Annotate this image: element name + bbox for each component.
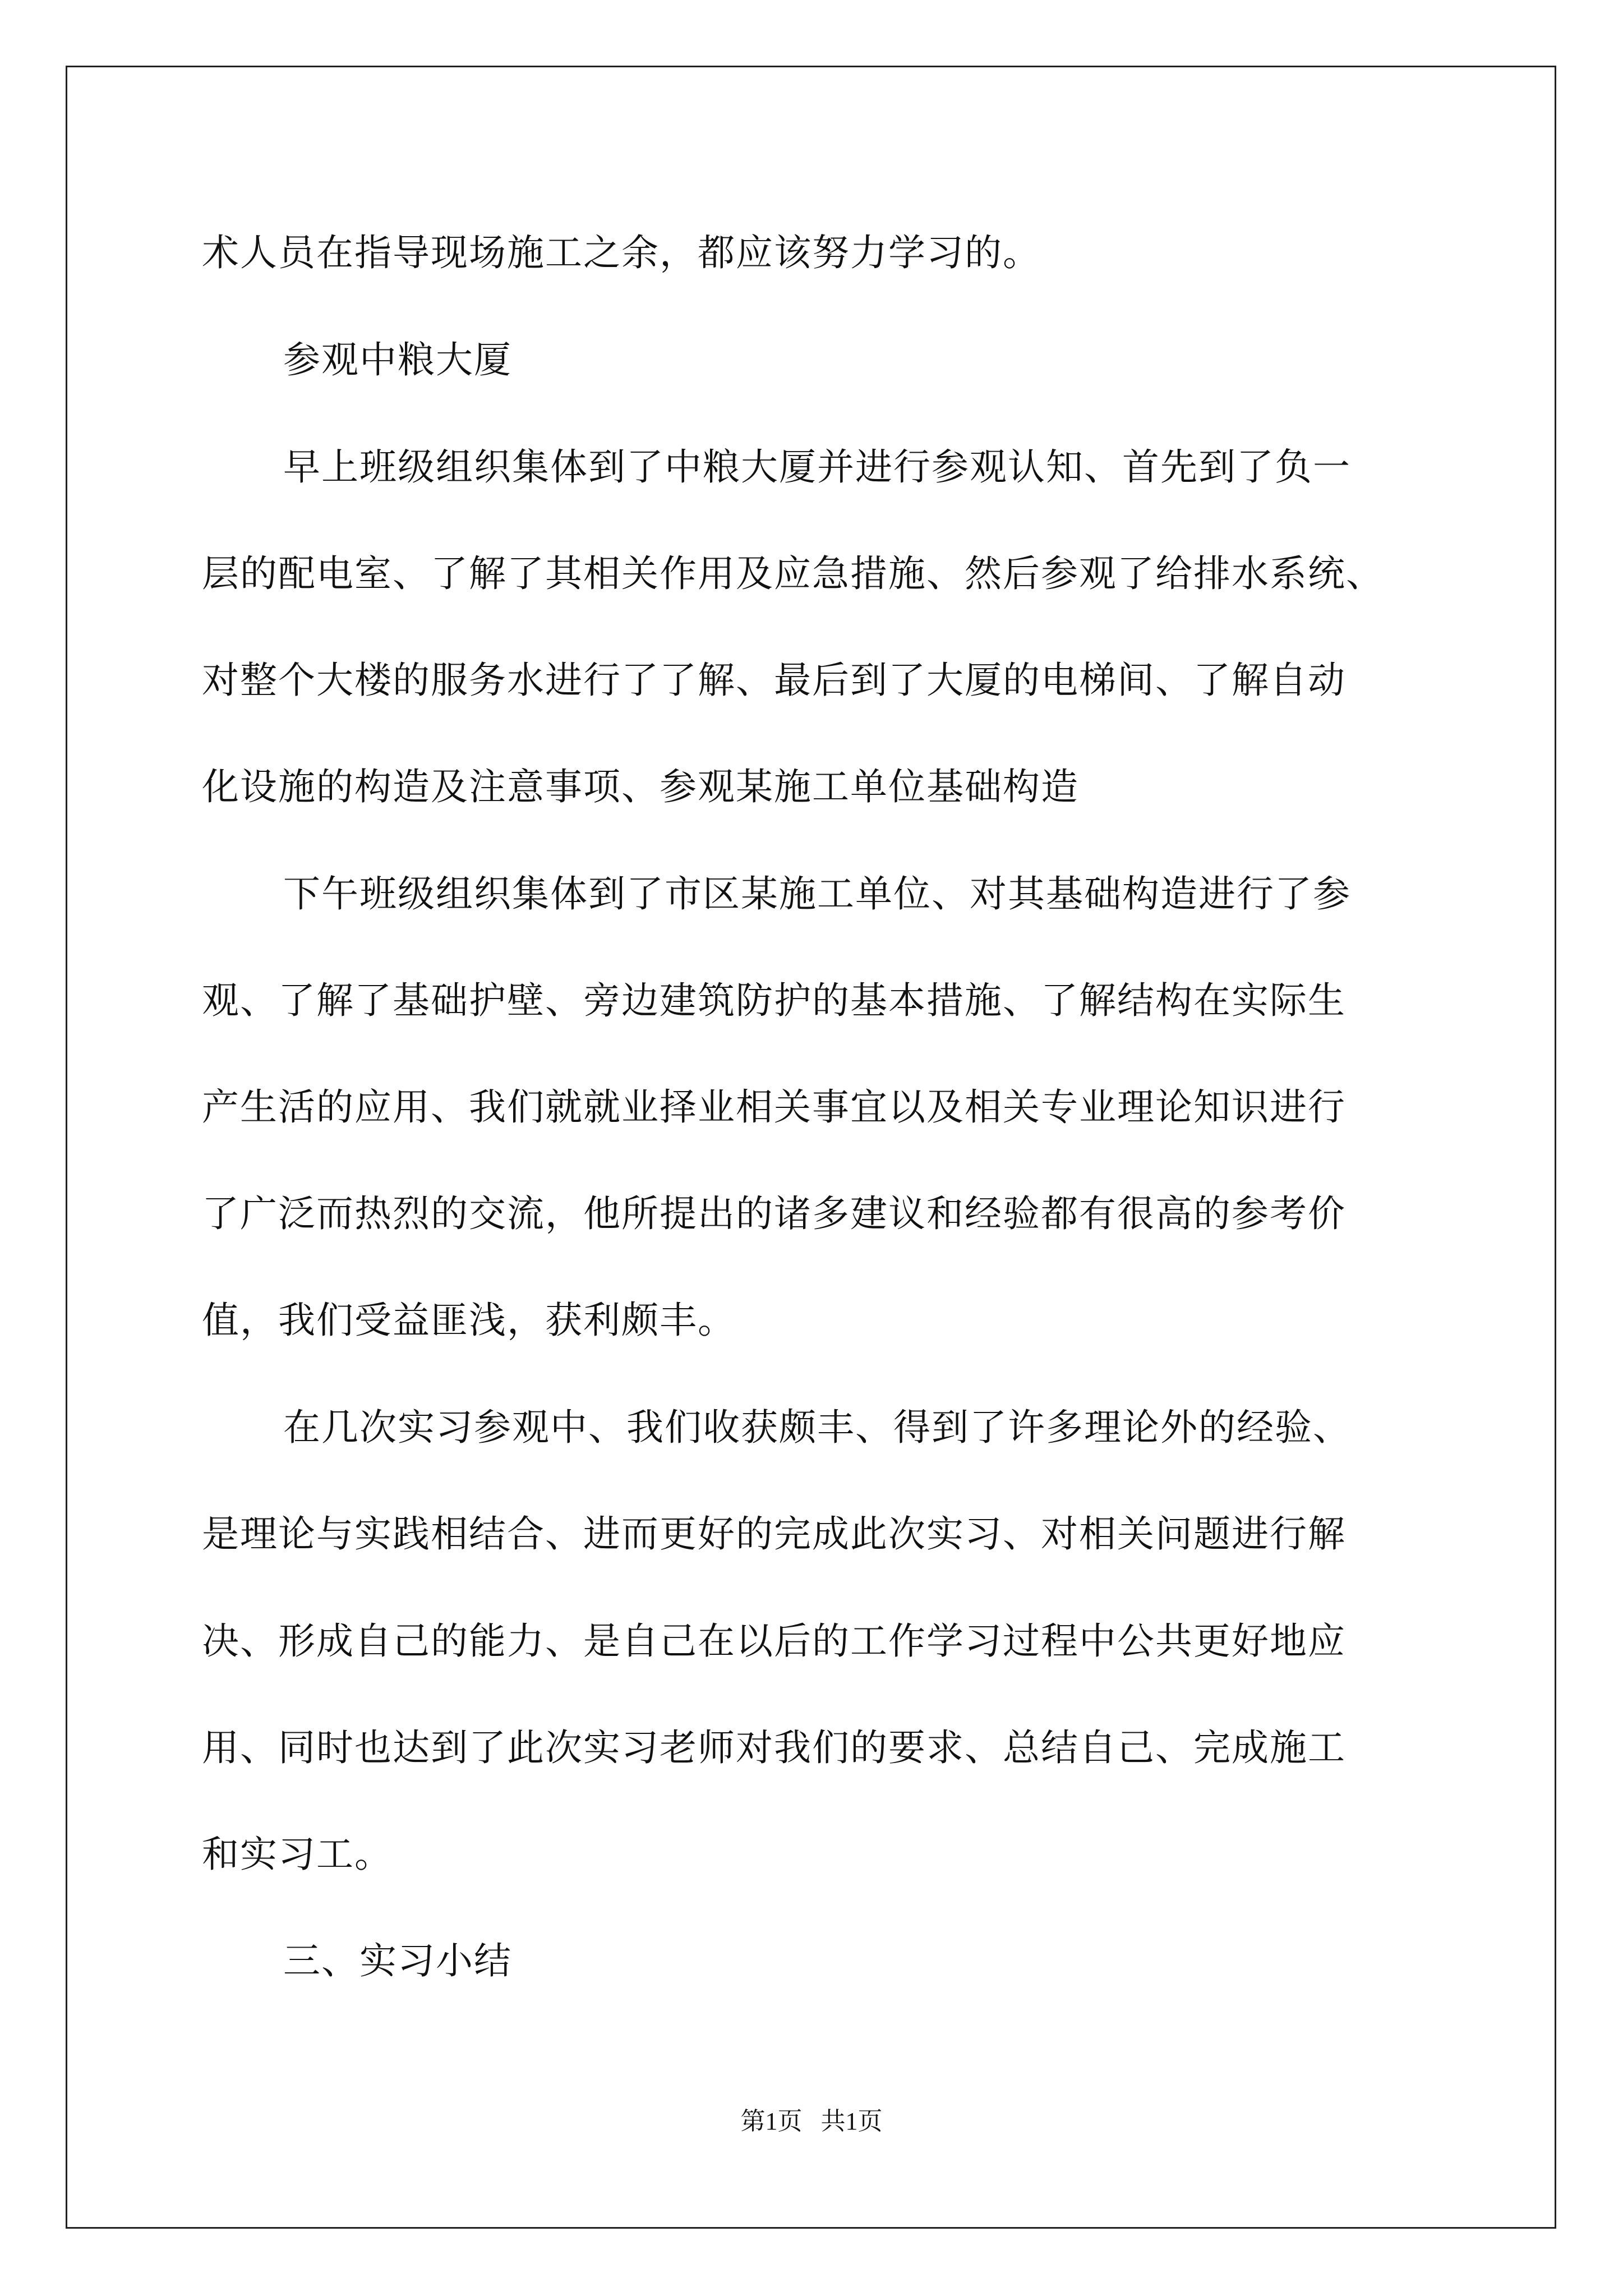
paragraph-line: 是理论与实践相结合、进而更好的完成此次实习、对相关问题进行解 xyxy=(202,1512,1346,1556)
paragraph-line: 早上班级组织集体到了中粮大厦并进行参观认知、首先到了负一 xyxy=(283,445,1351,489)
section-heading: 三、实习小结 xyxy=(283,1939,512,1982)
paragraph-line: 在几次实习参观中、我们收获颇丰、得到了许多理论外的经验、 xyxy=(283,1406,1351,1449)
paragraph-line: 决、形成自己的能力、是自己在以后的工作学习过程中公共更好地应 xyxy=(202,1619,1346,1663)
paragraph-line: 用、同时也达到了此次实习老师对我们的要求、总结自己、完成施工 xyxy=(202,1726,1346,1769)
page-footer: 第1页 共1页 xyxy=(740,2108,883,2135)
paragraph-line: 和实习工。 xyxy=(202,1833,393,1876)
paragraph-line: 化设施的构造及注意事项、参观某施工单位基础构造 xyxy=(202,765,1079,808)
paragraph-line: 层的配电室、了解了其相关作用及应急措施、然后参观了给排水系统、 xyxy=(202,552,1384,595)
paragraph-line: 值，我们受益匪浅，获利颇丰。 xyxy=(202,1299,736,1342)
paragraph-line: 观、了解了基础护壁、旁边建筑防护的基本措施、了解结构在实际生 xyxy=(202,979,1346,1022)
paragraph-line: 术人员在指导现场施工之余，都应该努力学习的。 xyxy=(202,231,1041,274)
paragraph-line: 了广泛而热烈的交流，他所提出的诸多建议和经验都有很高的参考价 xyxy=(202,1192,1346,1235)
paragraph-line: 下午班级组织集体到了市区某施工单位、对其基础构造进行了参 xyxy=(283,872,1351,915)
paragraph-line: 对整个大楼的服务水进行了了解、最后到了大厦的电梯间、了解自动 xyxy=(202,659,1346,702)
page-frame xyxy=(66,66,1556,2229)
paragraph-line: 产生活的应用、我们就就业择业相关事宜以及相关专业理论知识进行 xyxy=(202,1085,1346,1129)
section-heading: 参观中粮大厦 xyxy=(283,338,512,381)
